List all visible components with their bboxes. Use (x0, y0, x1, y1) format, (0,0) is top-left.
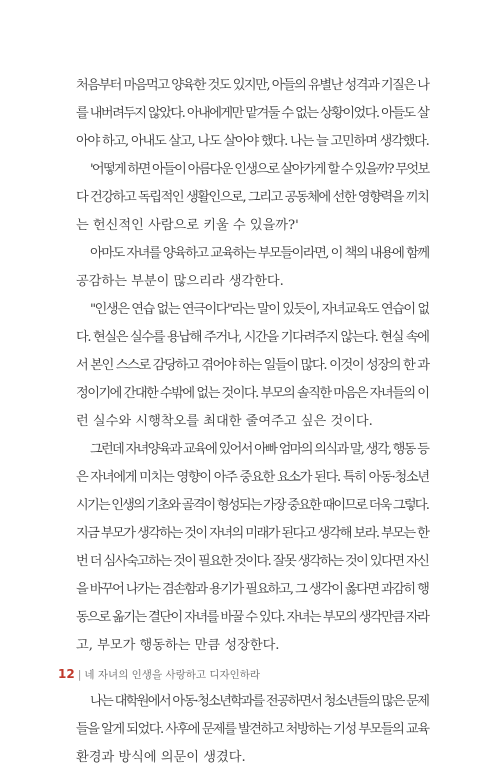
paragraph (76, 436, 430, 660)
text-line: "인생은 연습 없는 연극이다"라는 말이 있듯이, 자녀교육도 연습이 없 (90, 302, 429, 317)
text-line: 동으로 옮기는 결단이 자녀를 바꿀 수 있다. 자녀는 부모의 생각만큼 자라 (76, 610, 429, 625)
page-footer (58, 666, 260, 683)
paragraph (76, 240, 430, 296)
text-line: 공감하는 부분이 많으리라 생각한다. (76, 274, 284, 289)
text-line: 다. 현실은 실수를 용납해 주거나, 시간을 기다려주지 않는다. 현실 속에 (76, 330, 429, 345)
text-line: 아야 하고, 아내도 살고, 나도 살아야 했다. 나는 늘 고민하며 생각했다. (76, 134, 429, 149)
text-line: 시기는 인생의 기초와 골격이 형성되는 가장 중요한 때이므로 더욱 그렇다. (76, 498, 429, 513)
text-line: 그런데 자녀양육과 교육에 있어서 아빠 엄마의 의식과 말, 생각, 행동 등 (90, 442, 429, 457)
text-line: 를 내버려두지 않았다. 아내에게만 맡겨둘 수 없는 상황이었다. 아들도 살 (76, 106, 429, 121)
text-line: '어떻게 하면 아들이 아름다운 인생으로 살아가게 할 수 있을까? 무엇보 (90, 162, 429, 177)
footer-separator: | (77, 668, 82, 681)
text-line: 서 본인 스스로 감당하고 겪어야 하는 일들이 많다. 이것이 성장의 한 과 (76, 358, 429, 373)
text-line: 번 더 심사숙고하는 것이 필요한 것이다. 잘못 생각하는 것이 있다면 자신 (76, 554, 429, 569)
text-line: 처음부터 마음먹고 양육한 것도 있지만, 아들의 유별난 성격과 기질은 나 (76, 78, 429, 93)
text-line: 정이기에 간대한 수밖에 없는 것이다. 부모의 솔직한 마음은 자녀들의 이 (76, 386, 429, 401)
text-line: 아마도 자녀를 양육하고 교육하는 부모들이라면, 이 책의 내용에 함께 (90, 246, 429, 261)
text-line: 은 자녀에게 미치는 영향이 아주 중요한 요소가 된다. 특히 아동·청소년 (76, 470, 429, 485)
page-number: 12 (58, 667, 75, 681)
paragraph (76, 688, 430, 772)
paragraph (76, 72, 430, 156)
running-title: 네 자녀의 인생을 사랑하고 디자인하라 (84, 669, 261, 681)
text-line: 지금 부모가 생각하는 것이 자녀의 미래가 된다고 생각해 보라. 부모는 한 (76, 526, 429, 541)
text-line: 는 헌신적인 사람으로 키울 수 있을까?' (76, 218, 299, 233)
text-line: 런 실수와 시행착오를 최대한 줄여주고 싶은 것이다. (76, 414, 373, 429)
paragraph (76, 156, 430, 240)
text-line: 고, 부모가 행동하는 만큼 성장한다. (76, 638, 280, 653)
text-line: 다 건강하고 독립적인 생활인으로, 그리고 공동체에 선한 영향력을 끼치 (76, 190, 429, 205)
text-line: 들을 알게 되었다. 사후에 문제를 발견하고 처방하는 기성 부모들의 교육 (76, 722, 429, 737)
paragraph (76, 296, 430, 436)
text-line: 나는 대학원에서 아동·청소년학과를 전공하면서 청소년들의 많은 문제 (90, 694, 429, 709)
text-line: 을 바꾸어 나가는 겸손함과 용기가 필요하고, 그 생각이 옳다면 과감히 행 (76, 582, 429, 597)
text-line: 환경과 방식에 의문이 생겼다. (76, 750, 246, 765)
